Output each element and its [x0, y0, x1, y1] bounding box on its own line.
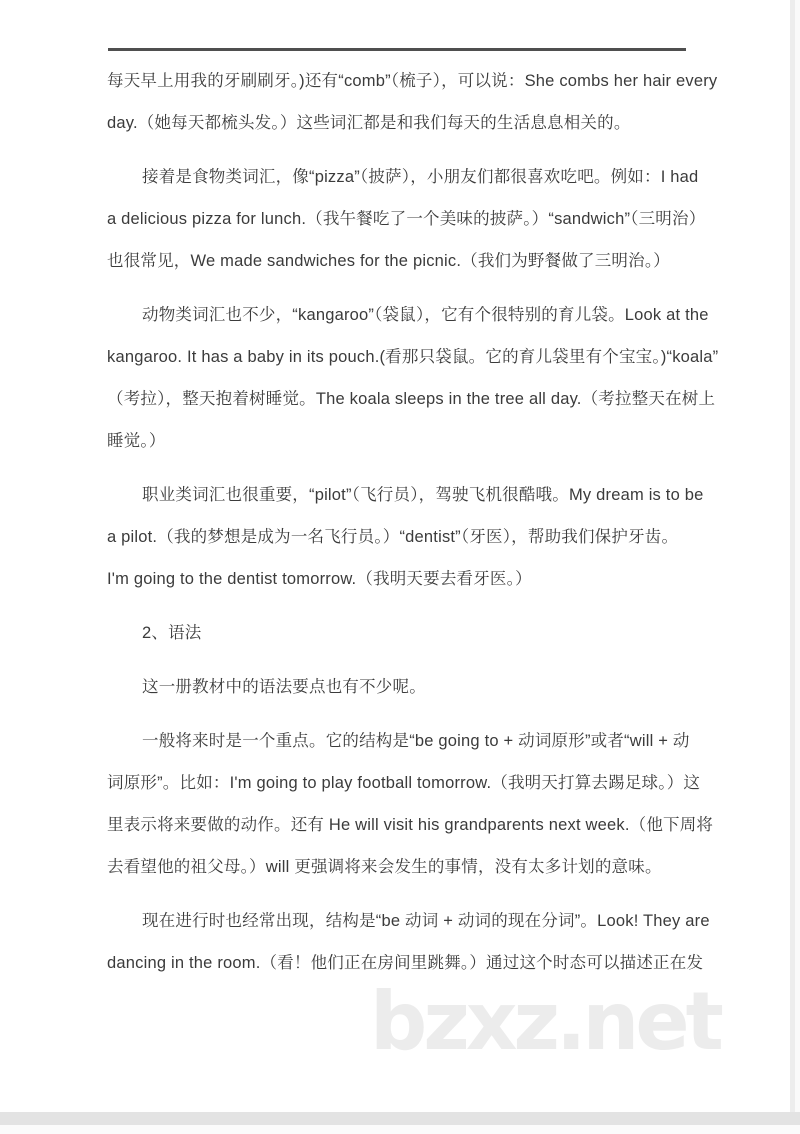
paragraph [107, 720, 714, 888]
text-line: 词原形”。比如：I'm going to play football tomorrow.（我明天打算去踢足球。）这 [107, 774, 701, 792]
page-right-edge [790, 0, 795, 1112]
page-gap-band [0, 1112, 800, 1125]
document-body [107, 60, 719, 996]
text-line: 职业类词汇也很重要，“pilot”（飞行员），驾驶飞机很酷哦。My dream is to be [142, 486, 704, 504]
text-line: （考拉），整天抱着树睡觉。The koala sleeps in the tree all day.（考拉整天在树上 [107, 390, 716, 408]
text-line: 一般将来时是一个重点。它的结构是“be going to + 动词原形”或者“will + 动 [142, 732, 690, 750]
text-line: I'm going to the dentist tomorrow.（我明天要去看牙医。） [107, 570, 532, 588]
text-line: 2、语法 [142, 624, 202, 642]
next-page-sliver [0, 1125, 800, 1134]
text-line: 这一册教材中的语法要点也有不少呢。 [142, 678, 426, 696]
paragraph [107, 60, 718, 144]
watermark: bzxz.net [370, 975, 720, 1068]
text-line: 也很常见，We made sandwiches for the picnic.（我们为野餐做了三明治。） [107, 252, 670, 270]
paragraph [107, 474, 704, 600]
text-line: 每天早上用我的牙刷刷牙。)还有“comb”（梳子），可以说：She combs her hair every [107, 72, 718, 90]
text-line: a delicious pizza for lunch.（我午餐吃了一个美味的披萨。）“sandwich”（三明治） [107, 210, 706, 228]
text-line: day.（她每天都梳头发。）这些词汇都是和我们每天的生活息息相关的。 [107, 114, 631, 132]
text-line: a pilot.（我的梦想是成为一名飞行员。）“dentist”（牙医），帮助我们保护牙齿。 [107, 528, 679, 546]
paragraph [107, 294, 719, 462]
text-line: 动物类词汇也不少，“kangaroo”（袋鼠），它有个很特别的育儿袋。Look at the [142, 306, 709, 324]
text-line: 现在进行时也经常出现，结构是“be 动词 + 动词的现在分词”。Look! They are [142, 912, 710, 930]
text-line: 睡觉。） [107, 432, 166, 450]
paragraph [107, 900, 710, 984]
paragraph [107, 666, 693, 708]
horizontal-rule [108, 48, 686, 51]
text-line: kangaroo. It has a baby in its pouch.(看那只袋鼠。它的育儿袋里有个宝宝。)“koala” [107, 348, 719, 366]
text-line: 接着是食物类词汇，像“pizza”（披萨），小朋友们都很喜欢吃吧。例如：I had [142, 168, 699, 186]
text-line: dancing in the room.（看！他们正在房间里跳舞。）通过这个时态可以描述正在发 [107, 954, 704, 972]
text-line: 去看望他的祖父母。）will 更强调将来会发生的事情，没有太多计划的意味。 [107, 858, 662, 876]
section-heading [107, 612, 693, 654]
text-line: 里表示将来要做的动作。还有 He will visit his grandparents next week.（他下周将 [107, 816, 714, 834]
paragraph [107, 156, 706, 282]
